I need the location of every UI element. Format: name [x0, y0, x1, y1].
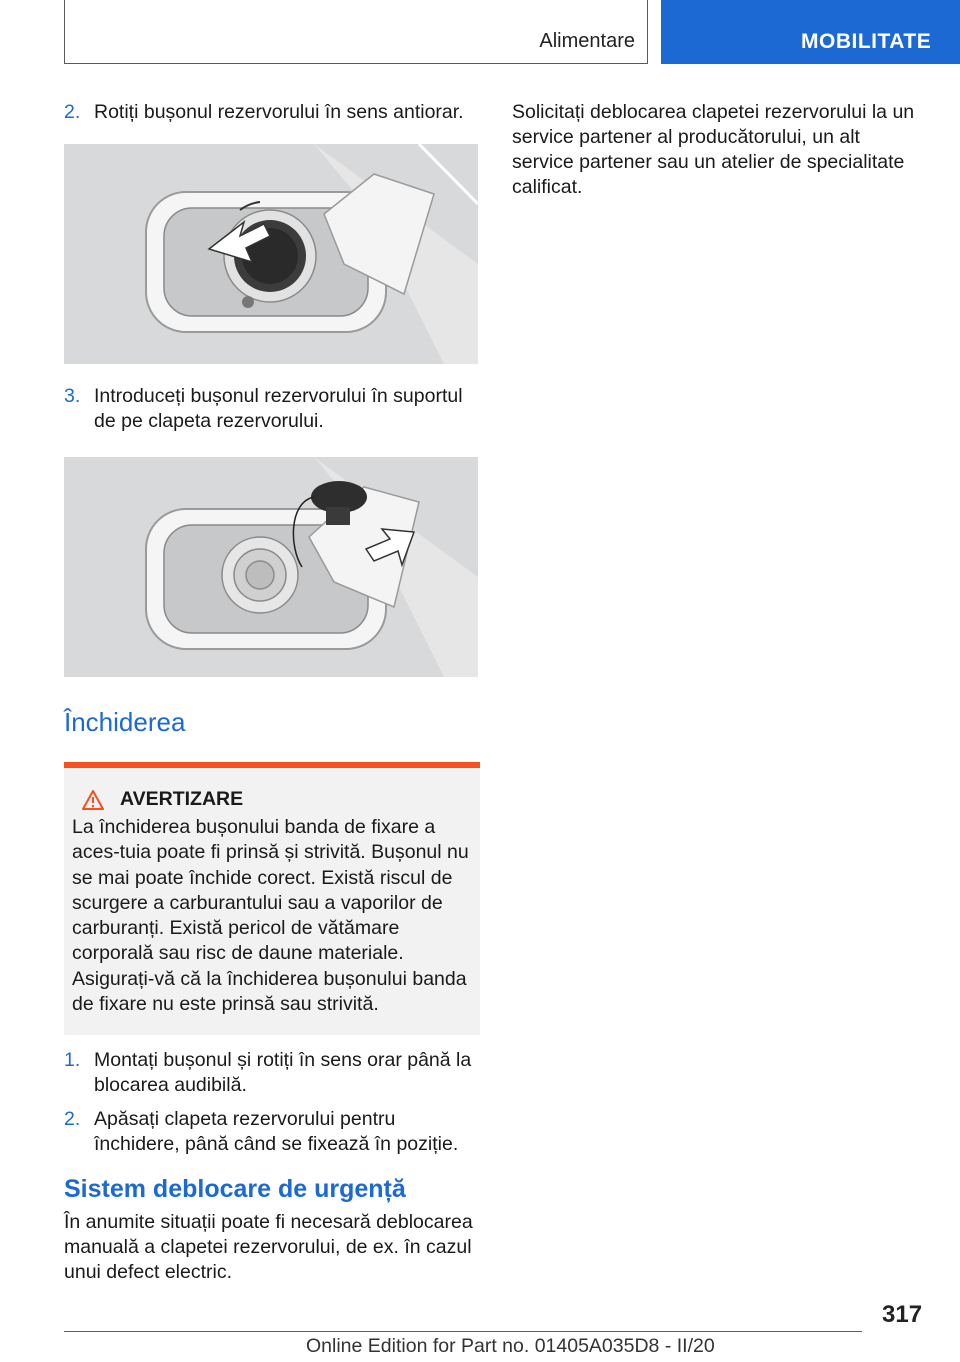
emergency-paragraph: În anumite situații poate fi necesară deblocarea manuală a clapetei rezervorului, de ex. în cazul unui defect electric. — [64, 1211, 473, 1284]
section-heading-closing: Închiderea — [64, 707, 186, 737]
header-section-title: Alimentare — [539, 30, 635, 52]
step-number: 3. — [64, 385, 81, 407]
left-column — [64, 100, 482, 1285]
step-number: 2. — [64, 101, 81, 123]
header-section-tab — [64, 0, 648, 64]
fuel-cap-holder-image — [64, 457, 478, 677]
footer-edition: Online Edition for Part no. 01405A035D8 - II/20 — [306, 1335, 715, 1357]
footer-divider — [64, 1331, 862, 1332]
step-text: Introduceți bușonul rezervorului în suportul de pe clapeta rezervorului. — [94, 385, 463, 432]
fuel-cap-holder-illustration — [64, 457, 478, 677]
header-chapter-title: MOBILITATE — [801, 30, 932, 53]
right-column — [512, 100, 922, 200]
service-paragraph: Solicitați deblocarea clapetei rezervorului la un service partener al producătorului, un alt service partener sau un atelier de specialitate calificat. — [512, 101, 915, 198]
step-text: Montați bușonul și rotiți în sens orar până la blocarea audibilă. — [94, 1049, 472, 1097]
warning-triangle-icon — [82, 790, 104, 810]
fuel-cap-turn-image — [64, 144, 478, 364]
page-number: 317 — [882, 1301, 923, 1328]
step-number: 1. — [64, 1049, 81, 1072]
step-3 — [64, 384, 482, 434]
step-text: Rotiți bușonul rezervorului în sens antiorar. — [94, 101, 464, 123]
fuel-cap-turn-illustration — [64, 144, 478, 364]
step-2 — [64, 100, 482, 125]
step-number: 2. — [64, 1108, 81, 1131]
warning-text: La închiderea bușonului banda de fixare a aces-tuia poate fi prinsă și strivită. Bușonul nu se mai poate închide corect. Există riscul de scurgere a carburantului sau a vaporilor de carburanți. Există pericol de vătămare corporală sau risc de daune materiale. Asigurați-vă că la închiderea bușonului banda de fixare nu este prinsă sau strivită. — [72, 816, 469, 1016]
warning-title-row — [72, 788, 474, 811]
section-heading-emergency-release: Sistem deblocare de urgență — [64, 1175, 406, 1204]
closing-step-1 — [64, 1048, 482, 1098]
header-chapter-tab — [661, 0, 960, 64]
step-text: Apăsați clapeta rezervorului pentru închidere, până când se fixează în poziție. — [94, 1108, 459, 1156]
warning-title: AVERTIZARE — [120, 788, 244, 810]
closing-step-2 — [64, 1107, 482, 1157]
warning-box — [64, 762, 480, 1035]
